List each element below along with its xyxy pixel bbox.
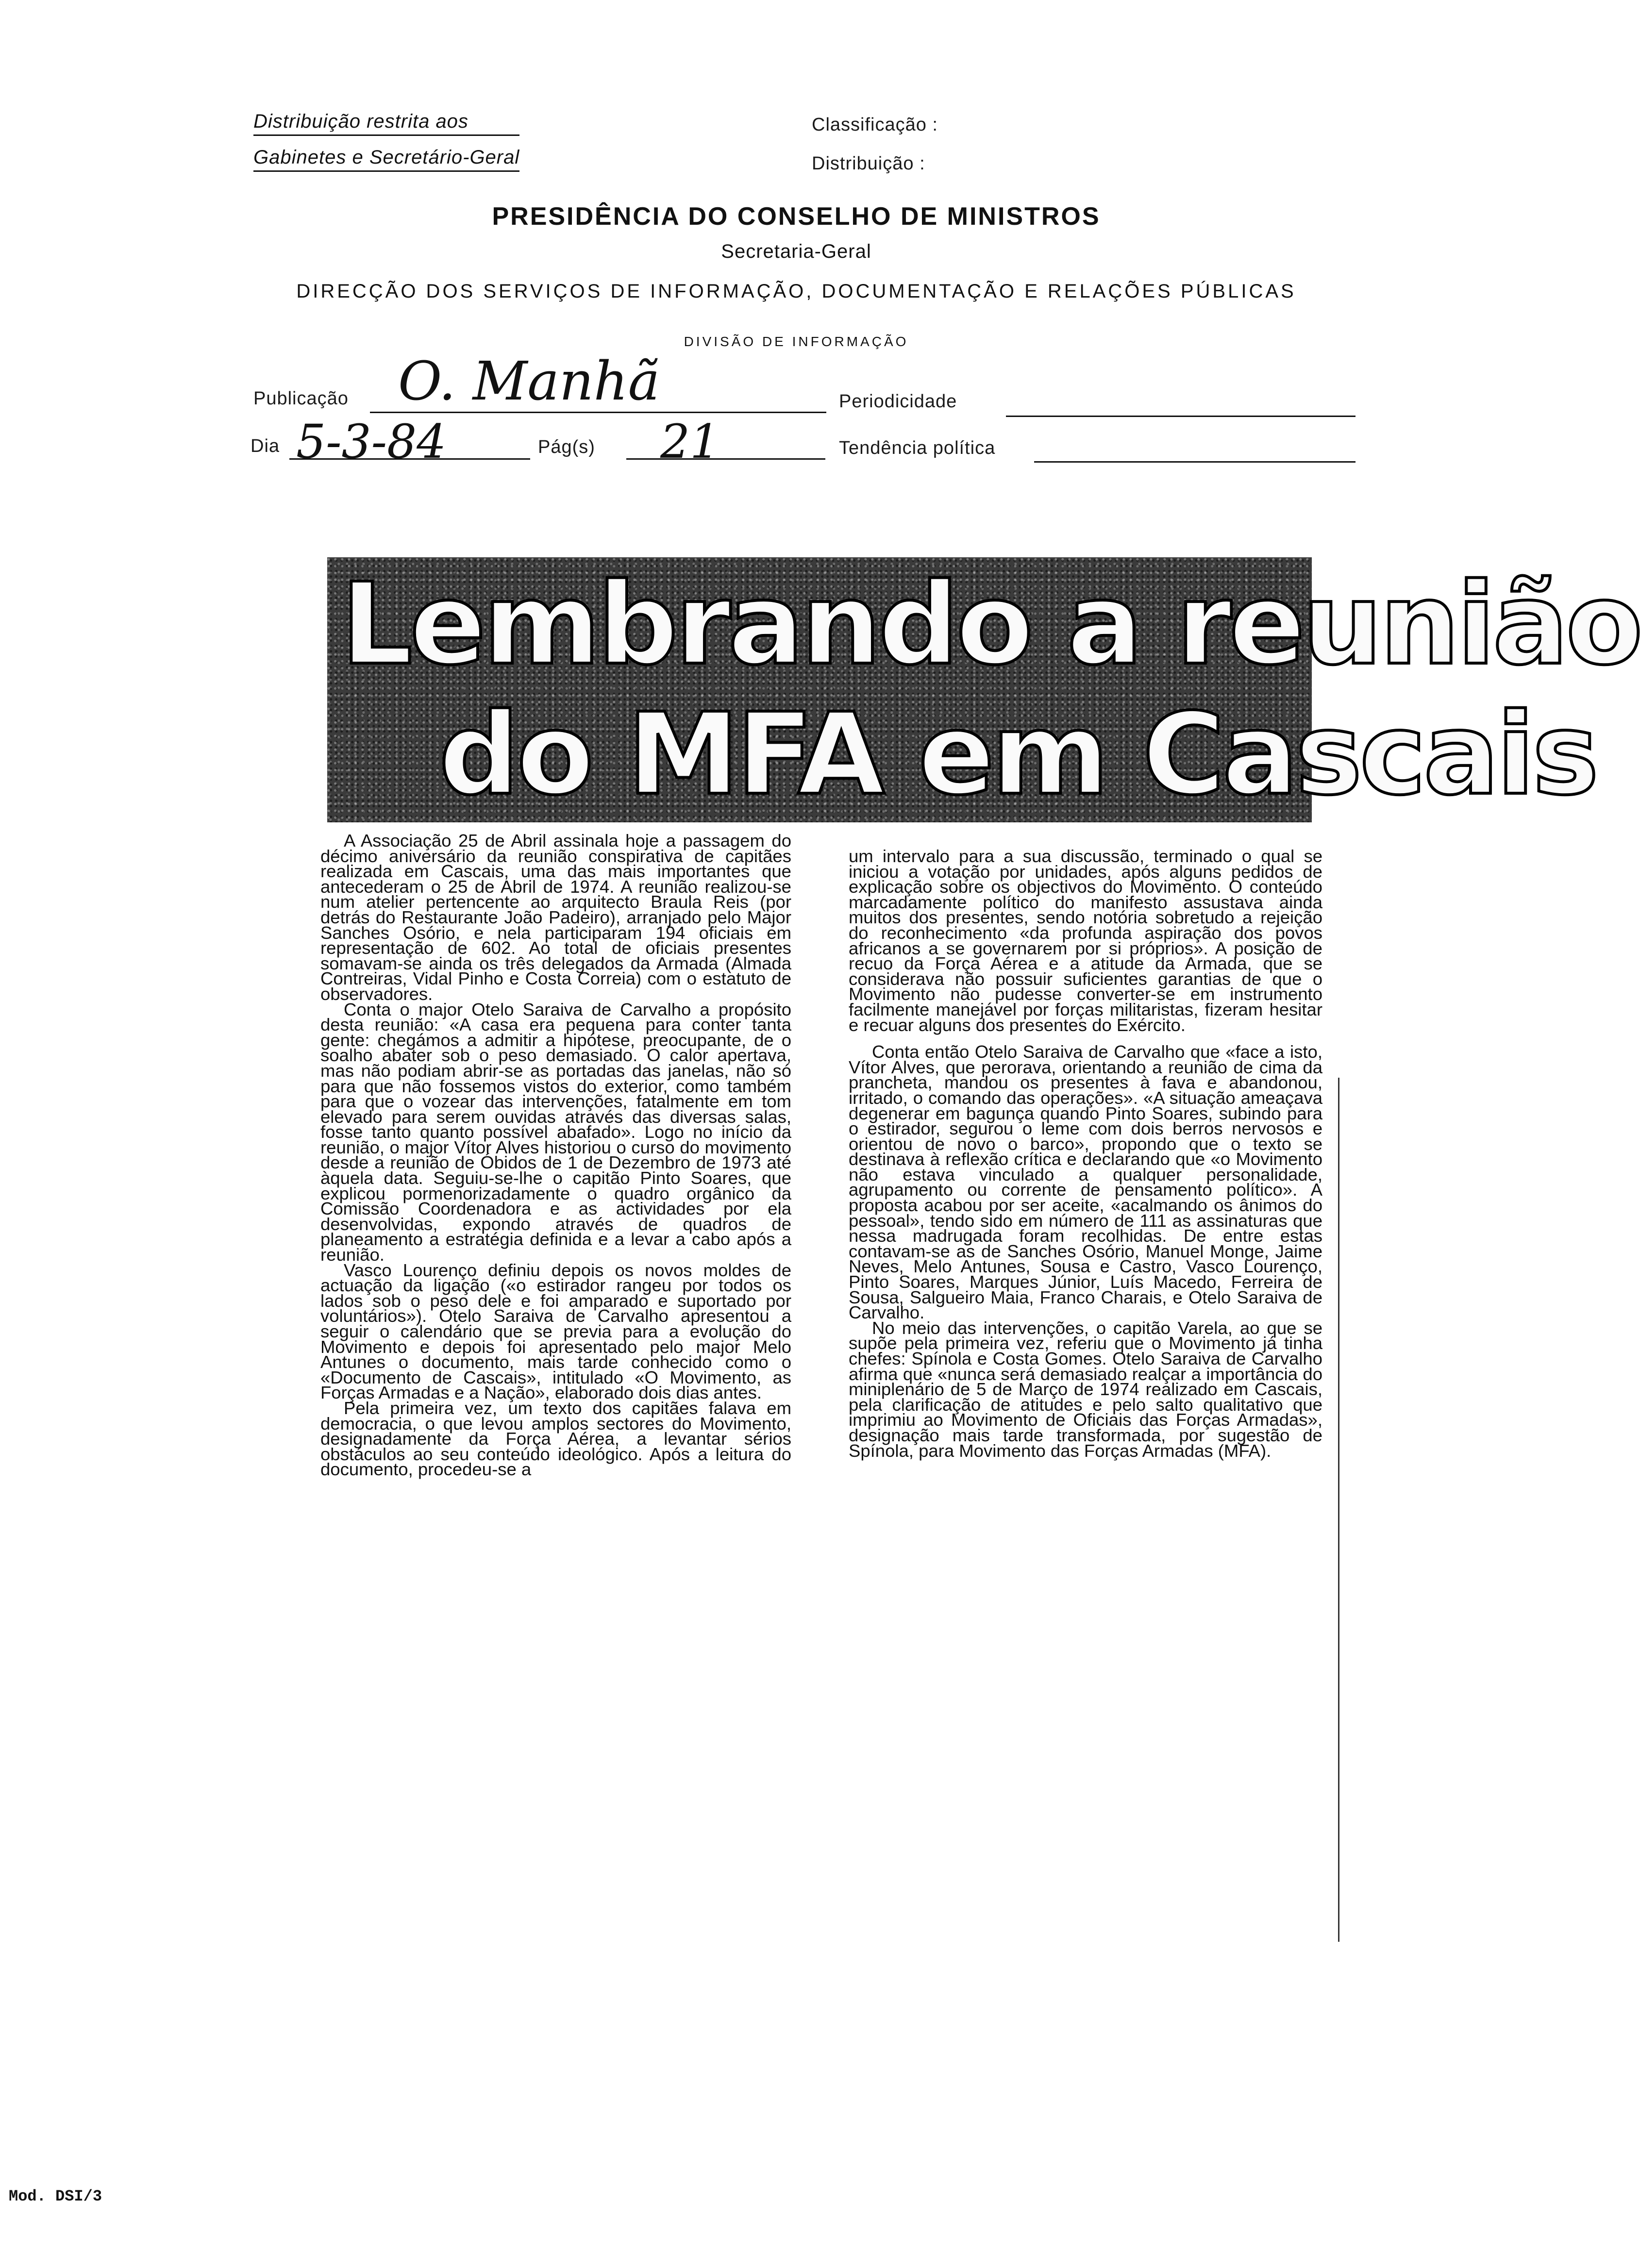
division-line: DIVISÃO DE INFORMAÇÃO [684,334,909,349]
day-value: 5-3-84 [296,415,447,469]
pages-field-line [626,458,825,460]
periodicity-label: Periodicidade [839,391,957,412]
form-code: Mod. DSI/3 [9,2187,102,2205]
article-column-2 [849,846,1322,1461]
article-paragraph: um intervalo para a sua discussão, terminado o qual se iniciou a votação por unidades, após alguns pedidos de explicação sobre os objectivos do Movimento. O conteúdo marcadamente político do manifesto assustava ainda muitos dos presentes, sendo notória sobretudo a rejeição do reconhecimento «da profunda aspiração dos povos africanos a se governarem por si próprios». A posição de recuo da Força Aérea e a atitude da Armada, que se considerava não possuir suficientes garantias de que o Movimento não pudesse converter-se em instrumento facilmente manejável por forças militaristas, fizeram hesitar e recuar alguns dos presentes do Exército. [849,846,1322,1035]
day-label: Dia [251,436,280,456]
periodicity-field-line [1006,416,1356,417]
article-paragraph: Pela primeira vez, um texto dos capitães falava em democracia, o que levou amplos sectores do Movimento, designadamente da Força Aérea, a levantar sérios obstáculos ao seu conteúdo ideológico. Após a leitura do documento, procedeu-se a [320,1398,791,1480]
article-column-1 [320,831,791,1480]
distribution-line-1: Distribuição restrita aos [253,111,519,136]
directorate-line: DIRECÇÃO DOS SERVIÇOS DE INFORMAÇÃO, DOCUMENTAÇÃO E RELAÇÕES PÚBLICAS [296,281,1296,302]
pages-label: Pág(s) [538,437,595,457]
publication-value: O. Manhã [398,350,660,412]
headline-line-1: Lembrando a reunião [341,559,1640,690]
pages-value: 21 [660,415,720,469]
distribution-restriction [253,111,519,172]
article-paragraph: Conta o major Otelo Saraiva de Carvalho a propósito desta reunião: «A casa era pequena para conter tanta gente: chegámos a admitir a hipótese, preocupante, de o soalho abater sob o peso demasiado. O calor apertava, mas não podiam abrir-se as portadas das janelas, não só para que não fossemos vistos do exterior, como também para que o vozear das intervenções, fatalmente em tom elevado para serem ouvidas através das diversas salas, fosse tanto quanto possível abafado». Logo no início da reunião, o major Vítor Alves historiou o curso do movimento desde a reunião de Óbidos de 1 de Dezembro de 1973 até àquela data. Seguiu-se-lhe o capitão Pinto Soares, que explicou pormenorizadamente o quadro orgânico da Comissão Coordenadora e as actividades por ela desenvolvidas, expondo através de quadros de planeamento a estratégia definida e a levar a cabo após a reunião. [320,999,791,1265]
article-paragraph: A Associação 25 de Abril assinala hoje a passagem do décimo aniversário da reunião conspirativa de capitães realizada em Cascais, uma das mais importantes que antecederam o 25 de Abril de 1974. A reunião realizou-se num atelier pertencente ao arquitecto Braula Reis (por detrás do Restaurante João Padeiro), arranjado pelo Major Sanches Osório, e nela participaram 194 oficiais em representação de 602. Ao total de oficiais presentes somavam-se ainda os três delegados da Armada (Almada Contreiras, Vidal Pinho e Costa Correia) com o estatuto de observadores. [320,831,791,1004]
page-title: PRESIDÊNCIA DO CONSELHO DE MINISTROS [492,202,1101,231]
article-paragraph: No meio das intervenções, o capitão Varela, ao que se supõe pela primeira vez, referiu que o Movimento já tinha chefes: Spínola e Costa Gomes. Otelo Saraiva de Carvalho afirma que «nunca será demasiado realçar a importância do miniplenário de 5 de Março de 1974 realizado em Cascais, pela clarificação de atitudes e pelo salto qualitativo que imprimiu ao Movimento de Oficiais das Forças Armadas», designação mais tarde transformada, por sugestão de Spínola, para Movimento das Forças Armadas (MFA). [849,1317,1322,1461]
publication-label: Publicação [253,388,349,409]
classification-label: Classificação : [812,115,938,135]
distribution-label: Distribuição : [812,153,925,174]
tendency-label: Tendência política [839,438,996,458]
article-paragraph: Vasco Lourenço definiu depois os novos moldes de actuação da ligação («o estirador rangeu por todos os lados sob o peso dele e foi amparado e suportado por voluntários»). Otelo Saraiva de Carvalho apresentou a seguir o calendário que se previa para a evolução do Movimento e depois foi apresentado pelo major Melo Antunes o documento, mais tarde conhecido como o «Documento de Cascais», intitulado «O Movimento, as Forças Armadas e a Nação», elaborado dois dias antes. [320,1260,791,1403]
distribution-line-2: Gabinetes e Secretário-Geral [253,147,519,172]
headline-banner [327,557,1640,822]
tendency-field-line [1034,461,1356,463]
headline-line-2: do MFA em Cascais [439,689,1596,820]
page-subtitle: Secretaria-Geral [721,241,871,262]
article-paragraph: Conta então Otelo Saraiva de Carvalho que «face a isto, Vítor Alves, que perorava, orientando a reunião de cima da prancheta, mandou os presentes à fava e abandonou, irritado, o comando das operações». «A situação ameaçava degenerar em bagunça quando Pinto Soares, subindo para o estirador, segurou o leme com dois berros nervosos e orientou de novo o barco», propondo que o texto se destinava à reflexão crítica e declarando que «o Movimento não estava vinculado a qualquer personalidade, agrupamento ou corrente de pensamento político». A proposta acabou por ser aceite, «acalmando os ânimos do pessoal», tendo sido em número de 111 as assinaturas que nessa madrugada foram recolhidas. De entre estas contavam-se as de Sanches Osório, Manuel Monge, Jaime Neves, Melo Antunes, Sousa e Castro, Vasco Lourenço, Pinto Soares, Marques Júnior, Luís Macedo, Ferreira de Sousa, Salgueiro Maia, Franco Charais, e Otelo Saraiva de Carvalho. [849,1042,1322,1323]
clipping-edge-rule [1338,1078,1339,1942]
